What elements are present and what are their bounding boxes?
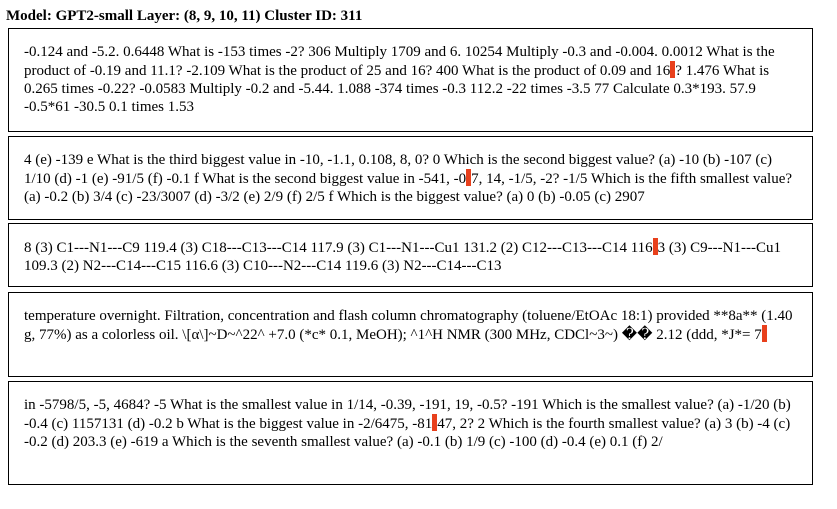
example-box-1 (8, 28, 813, 132)
example-text (24, 151, 797, 206)
activating-token-highlight (762, 325, 767, 342)
context-before: -0.124 and -5.2. 0.6448 What is -153 times -2? 306 Multiply 1709 and 6. 10254 Multiply -0.3 and -0.004. 0.0012 What is the product of -0.19 and 11.1? -2.109 What is the product of 25 and 16? 400 What is the product of 0.09 and 16 (24, 44, 775, 79)
example-text (24, 307, 797, 344)
context-after: ? 1.476 What is 0.265 times -0.22? -0.0583 Multiply -0.2 and -5.44. 1.088 -374 times -0.3 112.2 -22 times -3.5 77 Calculate 0.3*193. 57.9 -0.5*61 -30.5 0.1 times 1.53 (24, 63, 770, 115)
example-text (24, 238, 797, 275)
page-title: Model: GPT2-small Layer: (8, 9, 10, 11) Cluster ID: 311 (6, 8, 363, 24)
context-before: in -5798/5, -5, 4684? -5 What is the smallest value in 1/14, -0.39, -191, 19, -0.5? -191 Which is the smallest value? (a) -1/20 (b) -0.4 (c) 1157131 (d) -0.2 b What is the biggest value in -2/6475, -81 (24, 397, 791, 432)
context-after: 47, 2? 2 Which is the fourth smallest value? (a) 3 (b) -4 (c) -0.2 (d) 203.3 (e) -619 a Which is the seventh smallest value? (a) -0.1 (b) 1/9 (c) -100 (d) -0.4 (e) 0.1 (f) 2/ (24, 416, 791, 450)
example-text (24, 43, 797, 116)
context-before: temperature overnight. Filtration, concentration and flash column chromatography (toluene/EtOAc 18:1) provided **8a** (1.40 g, 77%) as a colorless oil. \[α\]~D~^22^ +7.0 (*c* 0.1, MeOH); ^1^H NMR (300 MHz, CDCl~3~) �� 2.12 (ddd, *J*= 7 (24, 308, 793, 343)
example-box-3 (8, 223, 813, 287)
context-before: 8 (3) C1---N1---C9 119.4 (3) C18---C13---C14 117.9 (3) C1---N1---Cu1 131.2 (2) C12---C13---C14 116 (24, 240, 653, 256)
context-after: 3 (3) C9---N1---Cu1 109.3 (2) N2---C14---C15 116.6 (3) C10---N2---C14 119.6 (3) N2---C14---C13 (24, 240, 781, 274)
example-box-4 (8, 292, 813, 377)
example-text (24, 396, 797, 451)
example-box-2 (8, 136, 813, 220)
context-after: 7, 14, -1/5, -2? -1/5 Which is the fifth smallest value? (a) -0.2 (b) 3/4 (c) -23/3007 (d) -3/2 (e) 2/9 (f) 2/5 f Which is the biggest value? (a) 0 (b) -0.05 (c) 2907 (24, 171, 793, 205)
example-box-5 (8, 381, 813, 485)
context-before: 4 (e) -139 e What is the third biggest value in -10, -1.1, 0.108, 8, 0? 0 Which is the second biggest value? (a) -10 (b) -107 (c) 1/10 (d) -1 (e) -91/5 (f) -0.1 f What is the second biggest value in -541, -0 (24, 152, 772, 187)
